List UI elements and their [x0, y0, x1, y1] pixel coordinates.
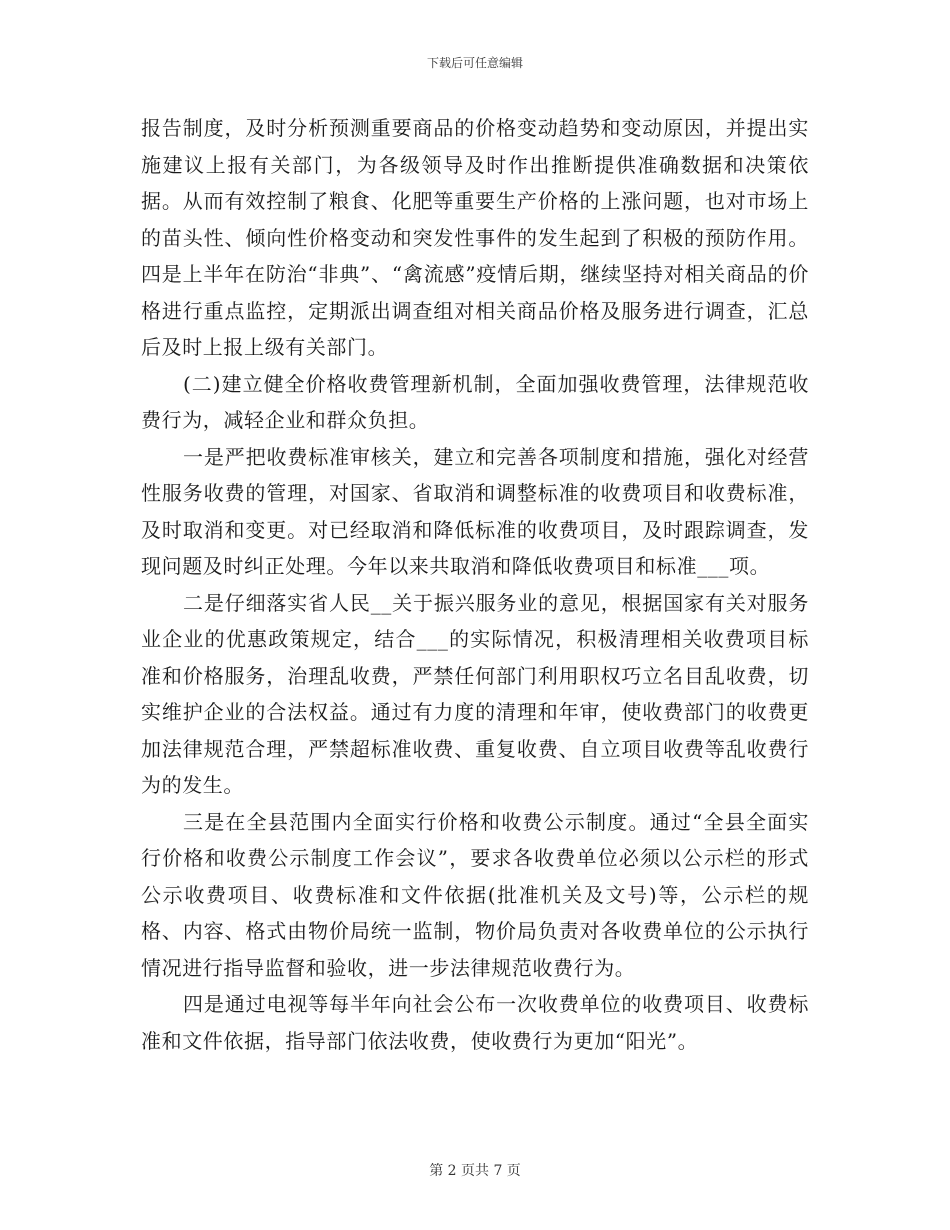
paragraph-2: (二)建立健全价格收费管理新机制，全面加强收费管理，法律规范收费行为，减轻企业和群众负担。	[141, 371, 809, 432]
paragraph-4: 二是仔细落实省人民__关于振兴服务业的意见，根据国家有关对服务业企业的优惠政策规定，结合___的实际情况，积极清理相关收费项目标准和价格服务，治理乱收费，严禁任何部门利用职权巧立名目乱收费，切实维护企业的合法权益。通过有力度的清理和年审，使收费部门的收费更加法律规范合理，严禁超标准收费、重复收费、自立项目收费等乱收费行为的发生。	[141, 590, 809, 797]
page-footer: 第 2 页共 7 页	[429, 1163, 521, 1179]
paragraph-5: 三是在全县范围内全面实行价格和收费公示制度。通过“全县全面实行价格和收费公示制度工作会议”，要求各收费单位必须以公示栏的形式公示收费项目、收费标准和文件依据(批准机关及文号)等，公示栏的规格、内容、格式由物价局统一监制，物价局负责对各收费单位的公示执行情况进行指导监督和验收，进一步法律规范收费行为。	[141, 809, 809, 980]
paragraph-3: 一是严把收费标准审核关，建立和完善各项制度和措施，强化对经营性服务收费的管理，对国家、省取消和调整标准的收费项目和收费标准，及时取消和变更。对已经取消和降低标准的收费项目，及时跟踪调查，发现问题及时纠正处理。今年以来共取消和降低收费项目和标准___项。	[141, 444, 809, 578]
document-body	[141, 110, 809, 1059]
page-header: 下载后可任意编辑	[426, 56, 523, 70]
paragraph-1: 报告制度，及时分析预测重要商品的价格变动趋势和变动原因，并提出实施建议上报有关部门，为各级领导及时作出推断提供准确数据和决策依据。从而有效控制了粮食、化肥等重要生产价格的上涨问题，也对市场上的苗头性、倾向性价格变动和突发性事件的发生起到了积极的预防作用。四是上半年在防治“非典”、“禽流感”疫情后期，继续坚持对相关商品的价格进行重点监控，定期派出调查组对相关商品价格及服务进行调查，汇总后及时上报上级有关部门。	[141, 116, 809, 359]
paragraph-6: 四是通过电视等每半年向社会公布一次收费单位的收费项目、收费标准和文件依据，指导部门依法收费，使收费行为更加“阳光”。	[141, 992, 809, 1053]
